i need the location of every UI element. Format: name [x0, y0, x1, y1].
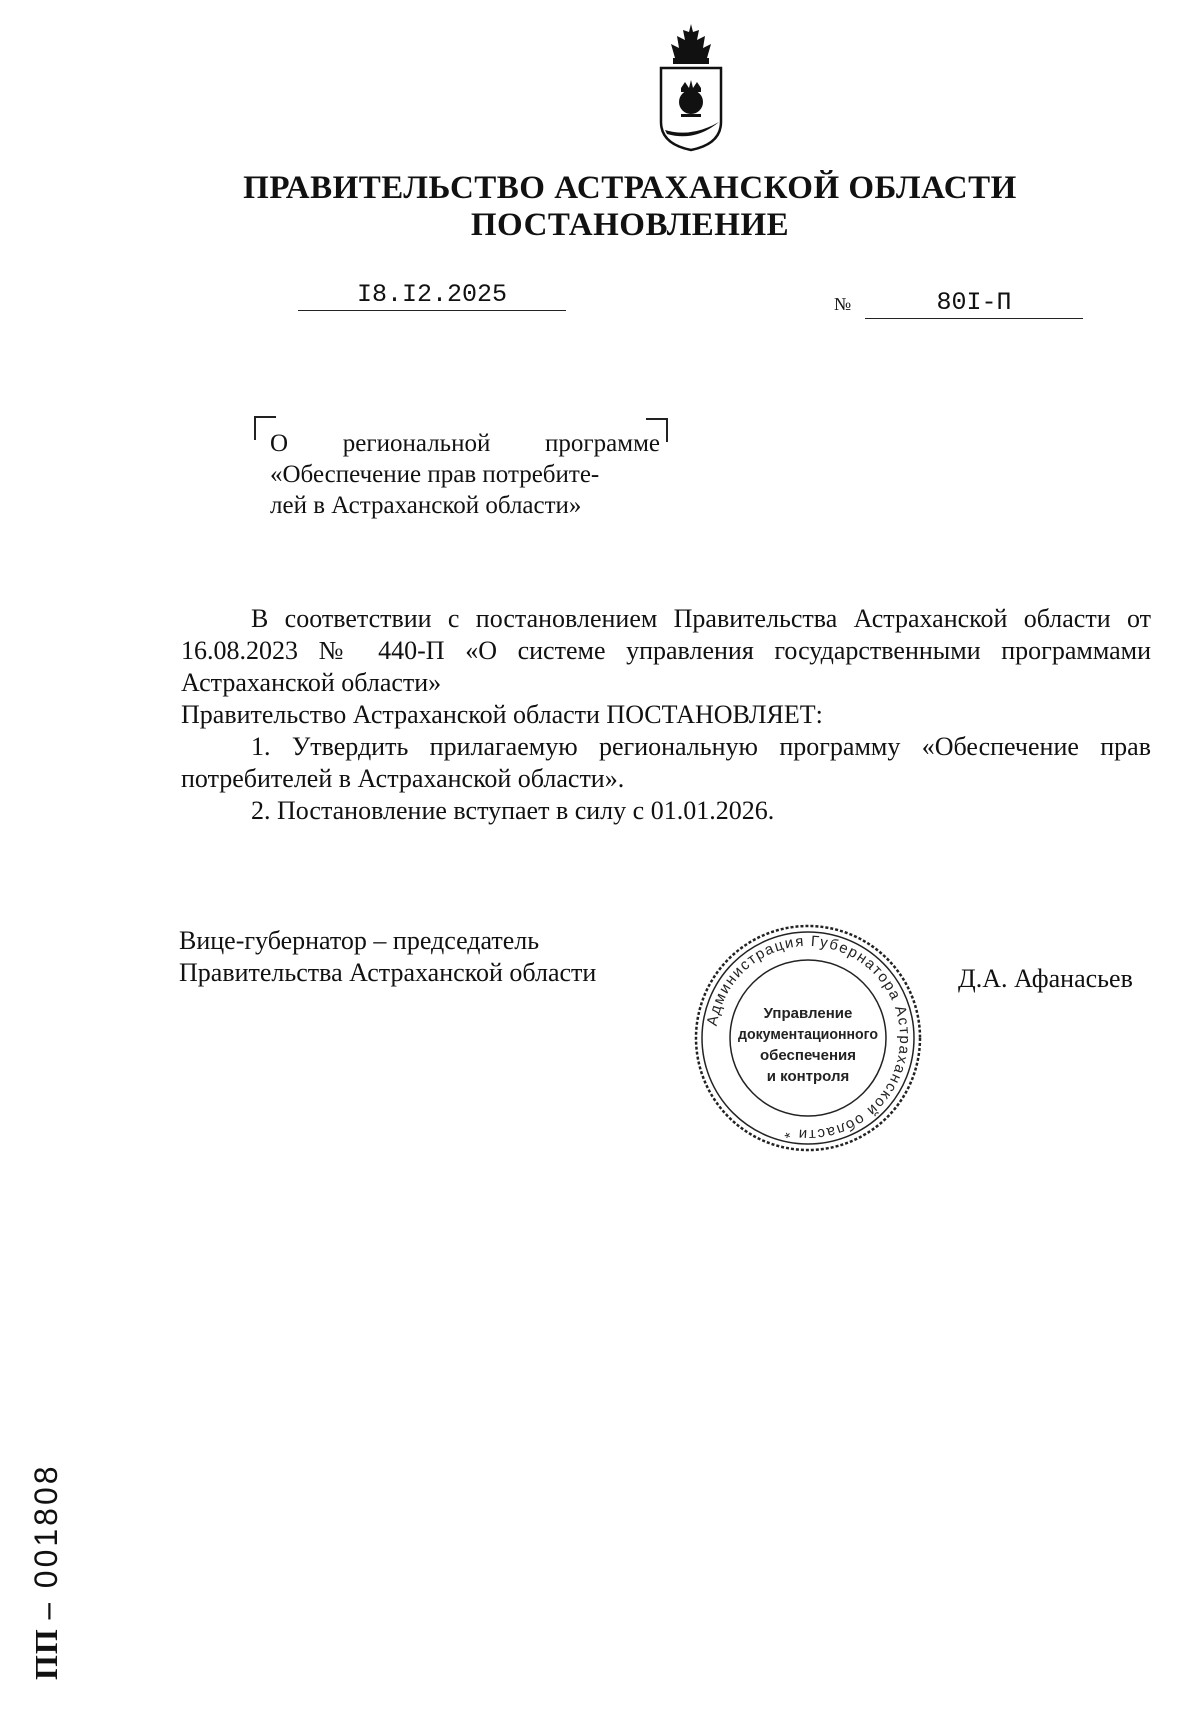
preamble-paragraph: В соответствии с постановлением Правительства Астраханской области от 16.08.2023 № 440-П «О системе управления государственными программами Астраханской области»	[181, 604, 1151, 697]
serial-prefix: ПП –	[28, 1602, 64, 1680]
document-type-title: ПОСТАНОВЛЕНИЕ	[470, 207, 790, 243]
seal-line-4: и контроля	[766, 1068, 850, 1085]
subject-line-2: «Обеспечение прав потребите-	[270, 461, 600, 488]
signatory-name: Д.А. Афанасьев	[958, 964, 1133, 993]
seal-line-2: документационного	[738, 1026, 878, 1043]
astrakhan-coat-of-arms-emblem	[655, 22, 727, 154]
decree-paragraph: Правительство Астраханской области ПОСТАНОВЛЯЕТ:	[181, 700, 823, 729]
document-date: I8.I2.2025	[298, 282, 566, 311]
subject-word-3: программе	[545, 430, 660, 457]
document-number: 80I-П	[865, 290, 1083, 319]
position-line-2: Правительства Астраханской области	[179, 958, 597, 987]
document-subject	[270, 428, 660, 521]
government-title: ПРАВИТЕЛЬСТВО АСТРАХАНСКОЙ ОБЛАСТИ	[243, 170, 1017, 206]
subject-word-1: О	[270, 430, 289, 457]
document-body	[181, 603, 1151, 827]
item-2-paragraph: 2. Постановление вступает в силу с 01.01.2026.	[251, 796, 775, 825]
subject-line-3: лей в Астраханской области»	[270, 492, 582, 519]
number-sign: №	[834, 294, 852, 314]
official-seal-stamp	[688, 918, 928, 1158]
seal-line-1: Управление	[763, 1005, 853, 1022]
subject-word-2: региональной	[342, 430, 491, 457]
signatory-position	[179, 925, 596, 989]
position-line-1: Вице-губернатор – председатель	[179, 926, 540, 955]
serial-digits: 001808	[28, 1463, 64, 1589]
item-1-paragraph: 1. Утвердить прилагаемую региональную программу «Обеспечение прав потребителей в Астраханской области».	[181, 732, 1151, 793]
seal-ring-text: Администрация Губернатора Астраханской области *	[703, 932, 914, 1144]
form-serial-number	[28, 1380, 68, 1680]
seal-line-3: обеспечения	[759, 1047, 857, 1064]
